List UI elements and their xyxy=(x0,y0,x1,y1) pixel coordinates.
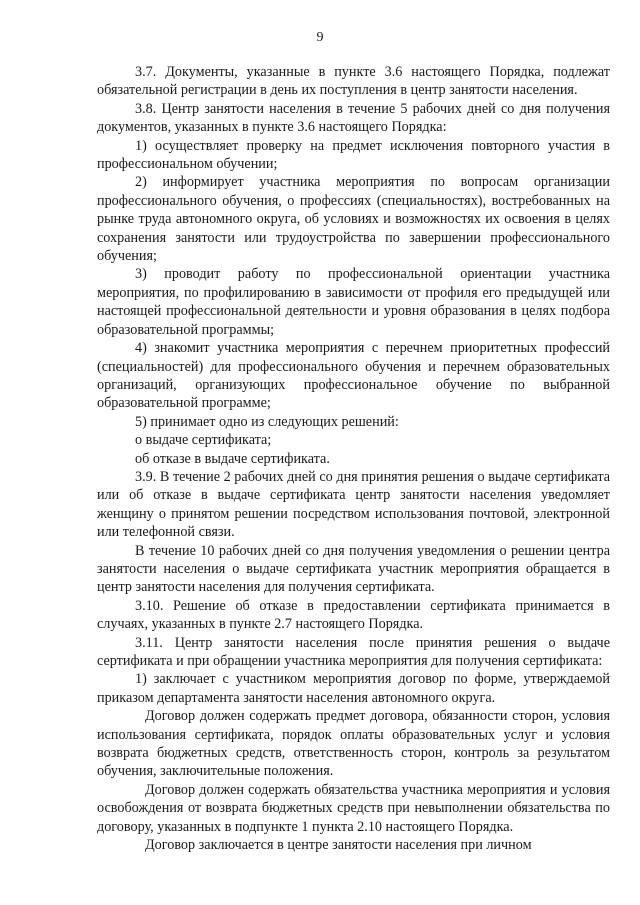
paragraph-3-7: 3.7. Документы, указанные в пункте 3.6 настоящего Порядка, подлежат обязательной регистрации в день их поступления в центр занятости населения. xyxy=(97,64,610,99)
decision-option-refuse: об отказе в выдаче сертификата. xyxy=(135,450,330,467)
paragraph-3-8-item-2: 2) информирует участника мероприятия по вопросам организации профессионального обучения, о профессиях (специальностях), востребованных на рынке труда автономного округа, об условиях и возможностях их освоения в целях сохранения занятости или трудоустройства по завершении профессионального обучения; xyxy=(97,174,610,265)
paragraph-3-11-item-1: 1) заключает с участником мероприятия договор по форме, утверждаемой приказом департамента занятости населения автономного округа. xyxy=(97,671,610,706)
paragraph-3-10: 3.10. Решение об отказе в предоставлении сертификата принимается в случаях, указанных в пункте 2.7 настоящего Порядка. xyxy=(97,597,610,633)
page-number: 9 xyxy=(316,30,324,45)
document-body xyxy=(97,63,610,854)
paragraph-3-8-item-4: 4) знакомит участника мероприятия с перечнем приоритетных профессий (специальностей) для профессионального обучения и перечнем образовательных организаций, организующих профессиональное обучение по выбранной образовательной программе; xyxy=(97,340,610,412)
paragraph-3-8-item-5: 5) принимает одно из следующих решений: xyxy=(135,413,399,430)
paragraph-3-8-item-3: 3) проводит работу по профессиональной ориентации участника мероприятия, по профилированию в зависимости от профиля его предыдущей или настоящей профессиональной деятельности и уровня образования в целях подбора образовательной программы; xyxy=(97,266,610,338)
paragraph-3-8-item-1: 1) осуществляет проверку на предмет исключения повторного участия в профессиональном обучении; xyxy=(97,137,610,173)
contract-obligations-paragraph: Договор должен содержать обязательства участника мероприятия и условия освобождения от возврата бюджетных средств при невыполнении обязательства по договору, указанных в подпункте 1 пункта 2.10 настоящего Порядка. xyxy=(97,781,610,835)
decision-option-issue: о выдаче сертификата; xyxy=(135,432,272,449)
paragraph-3-8: 3.8. Центр занятости населения в течение 5 рабочих дней со дня получения документов, указанных в пункте 3.6 настоящего Порядка: xyxy=(97,100,610,136)
contract-content-paragraph: Договор должен содержать предмет договора, обязанности сторон, условия использования сертификата, порядок оплаты образовательных услуг и условия возврата бюджетных средств, ответственность сторон, контроль за результатом обучения, заключительные положения. xyxy=(97,708,610,780)
paragraph-3-9: 3.9. В течение 2 рабочих дней со дня принятия решения о выдаче сертификата или об отказе в выдаче сертификата центр занятости населения уведомляет женщину о принятом решении посредством использования почтовой, электронной или телефонной связи. xyxy=(97,468,610,541)
contract-conclusion-paragraph: Договор заключается в центре занятости населения при личном xyxy=(145,837,532,854)
paragraph-3-11: 3.11. Центр занятости населения после принятия решения о выдаче сертификата и при обращении участника мероприятия для получения сертификата: xyxy=(97,634,610,669)
paragraph-3-9-continued: В течение 10 рабочих дней со дня получения уведомления о решении центра занятости населения о выдаче сертификата участник мероприятия обращается в центр занятости населения для получения сертификата. xyxy=(97,542,610,596)
